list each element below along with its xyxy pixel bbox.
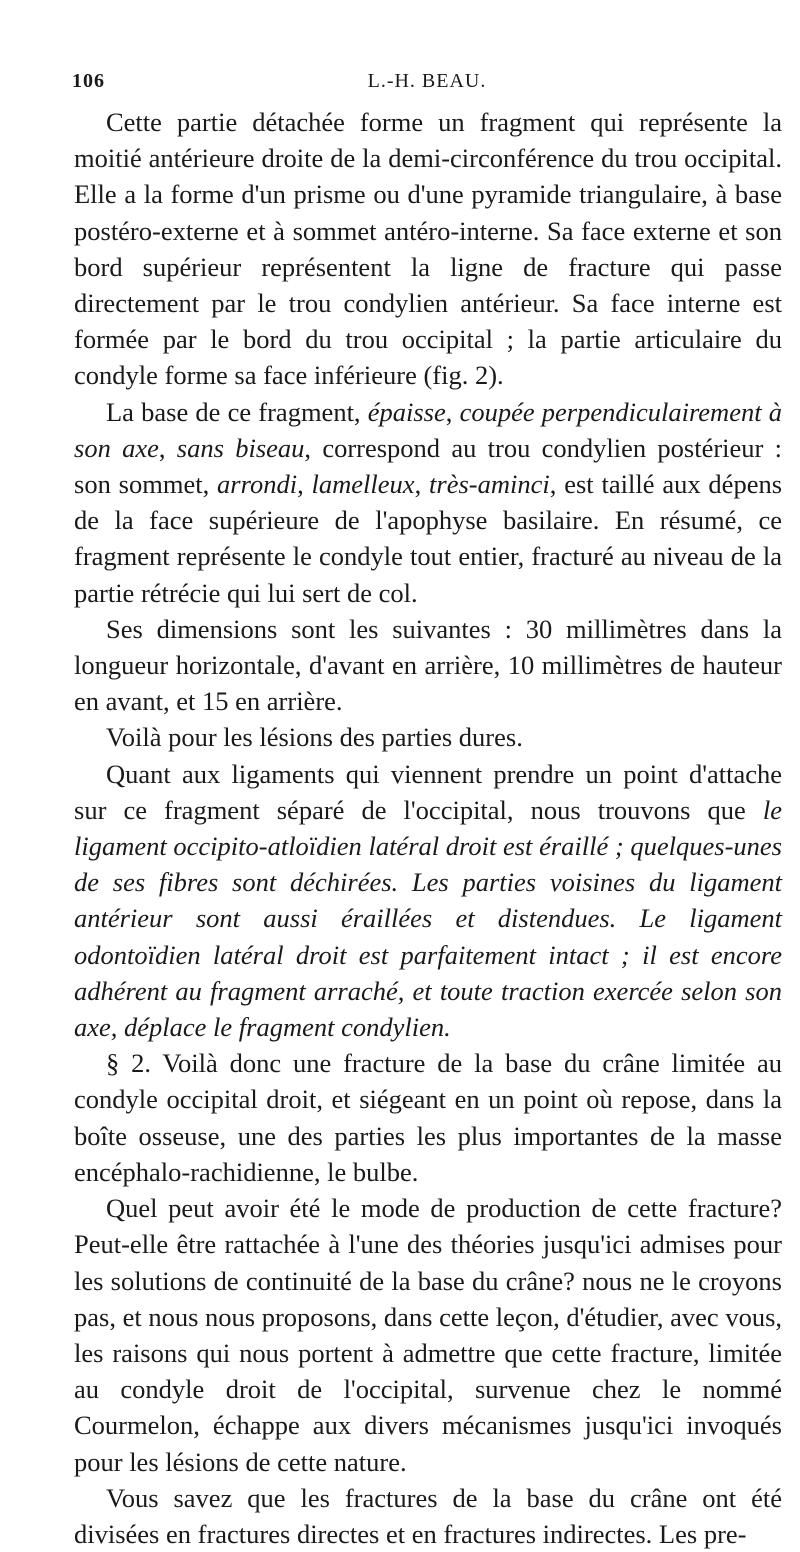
running-title: L.-H. BEAU. bbox=[367, 70, 487, 92]
text-run: Quant aux ligaments qui viennent prendre un point d'attache sur ce fragment séparé de l'occipital, nous trouvons que bbox=[74, 758, 782, 825]
italic-text: lamelleux bbox=[311, 469, 415, 500]
paragraph bbox=[74, 1190, 782, 1480]
page-number: 106 bbox=[72, 70, 105, 92]
italic-text: très-aminci bbox=[429, 469, 550, 500]
running-head bbox=[72, 70, 782, 100]
text-run: § 2. Voilà donc une fracture de la base du crâne limitée au condyle occipital droit, et siégeant en un point où repose, dans la boîte osseuse, une des parties les plus importantes de la masse encéphalo-rachidienne, le bulbe. bbox=[74, 1048, 782, 1187]
paragraph bbox=[74, 1045, 782, 1190]
paragraph bbox=[74, 719, 782, 755]
italic-text: coupée perpendiculairement à son axe bbox=[74, 396, 782, 463]
text-run: Quel peut avoir été le mode de production de cette fracture? Peut-elle être rattachée à l'une des théories jusqu'ici admises pour les solutions de continuité de la base du crâne? nous ne le croyons pas, et nous nous proposons, dans cette leçon, d'étudier, avec vous, les raisons qui nous portent à admettre que cette fracture, limitée au condyle droit de l'occipital, survenue chez le nommé Courmelon, échappe aux divers mécanismes jusqu'ici invoqués pour les lésions de cette nature. bbox=[74, 1193, 783, 1477]
text-run: , bbox=[297, 469, 312, 500]
text-run: , bbox=[445, 396, 460, 427]
paragraph bbox=[74, 611, 782, 720]
text-run: , est taillé aux dépens de la face supérieure de l'apophyse basilaire. En résumé, ce fragment représente le condyle tout entier, fracturé au niveau de la partie rétrécie qui lui sert de col. bbox=[74, 469, 783, 608]
text-run: Vous savez que les fractures de la base du crâne ont été divisées en fractures directes et en fractures indirectes. Les pre- bbox=[74, 1482, 782, 1549]
paragraph bbox=[74, 1480, 782, 1552]
text-run: La base de ce fragment, bbox=[106, 396, 368, 427]
italic-text: épaisse bbox=[367, 396, 446, 427]
italic-text: arrondi bbox=[217, 469, 298, 500]
text-run: Ses dimensions sont les suivantes : 30 millimètres dans la longueur horizontale, d'avant en arrière, 10 millimètres de hauteur en avant, et 15 en arrière. bbox=[74, 613, 782, 717]
paragraph bbox=[74, 394, 782, 611]
text-run: , bbox=[158, 432, 177, 463]
paragraph bbox=[74, 756, 782, 1046]
text-run: , correspond au trou condylien postérieur : son sommet, bbox=[74, 432, 782, 500]
text-run: Voilà pour les lésions des parties dures. bbox=[106, 722, 523, 753]
italic-text: le ligament occipito-atloïdien latéral droit est éraillé ; quelques-unes de ses fibres sont déchirées. Les parties voisines du ligament antérieur sont aussi éraillées et distendues. Le ligament odontoïdien latéral droit est parfaitement intact ; il est encore adhérent au fragment arraché, et toute traction exercée selon son axe, déplace le fragment condylien. bbox=[74, 794, 782, 1043]
italic-text: sans biseau bbox=[176, 432, 305, 463]
body-text bbox=[74, 104, 782, 1552]
paragraph bbox=[74, 104, 782, 394]
text-run: , bbox=[414, 469, 430, 500]
text-run: Cette partie détachée forme un fragment qui représente la moitié antérieure droite de la demi-circonférence du trou occipital. Elle a la forme d'un prisme ou d'une pyramide triangulaire, à base postéro-externe et à sommet antéro-interne. Sa face externe et son bord supérieur représentent la ligne de fracture qui passe directement par le trou condylien antérieur. Sa face interne est formée par le bord du trou occipital ; la partie articulaire du condyle forme sa face inférieure (fig. 2). bbox=[74, 107, 782, 391]
